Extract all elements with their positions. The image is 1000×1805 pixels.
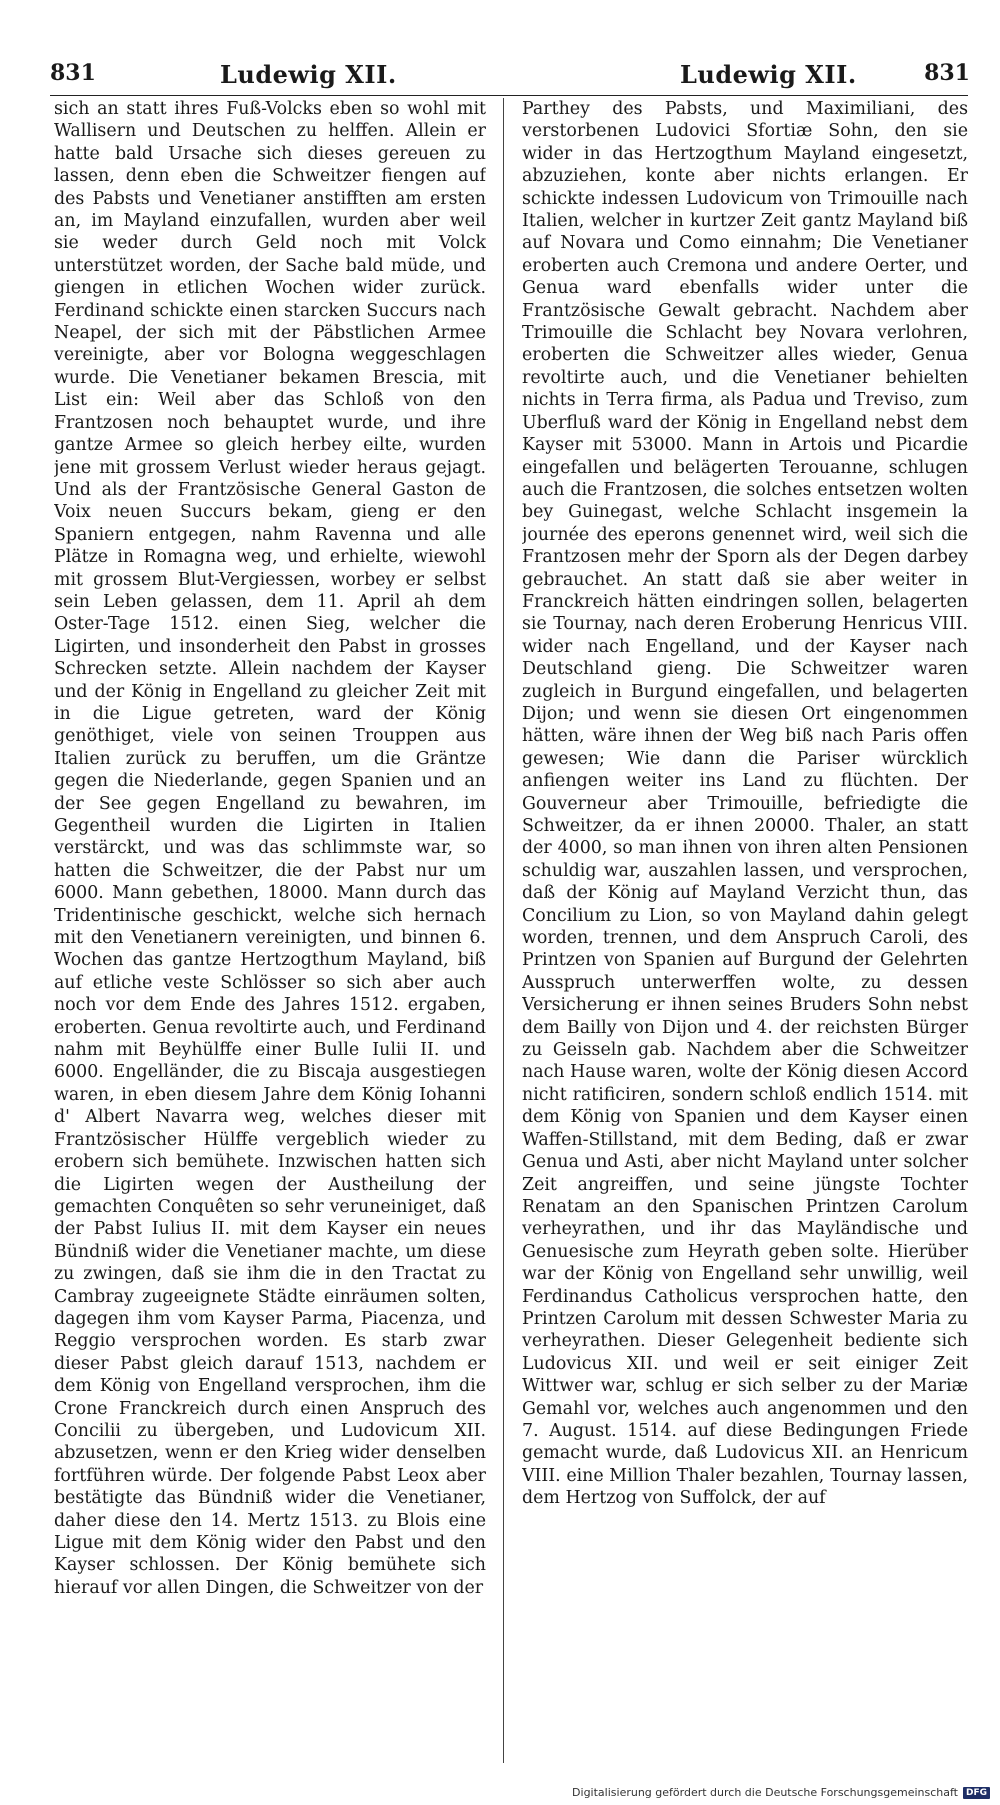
column-divider	[503, 98, 504, 1763]
left-column-text: sich an statt ihres Fuß-Volcks eben so wohl mit Wallisern und Deutschen zu helffen. Allein er hatte bald Ursache sich dieses gereuen zu lassen, denn eben die Schweitzer fiengen auf des Pabsts und Venetianer anstifften am ersten an, im Mayland einzufallen, wurden aber weil sie weder durch Geld noch mit Volck unterstützet worden, der Sache bald müde, und giengen in etlichen Wochen wider zurück. Ferdinand schickte einen starcken Succurs nach Neapel, der sich mit der Päbstlichen Armee vereinigte, aber vor Bologna weggeschlagen wurde. Die Venetianer bekamen Brescia, mit List ein: Weil aber das Schloß von den Frantzosen noch behauptet wurde, und ihre gantze Armee so gleich herbey eilte, wurden jene mit grossem Verlust wieder heraus gejagt. Und als der Frantzösische General Gaston de Voix neuen Succurs bekam, gieng er den Spaniern entgegen, nahm Ravenna und alle Plätze in Romagna weg, und erhielte, wiewohl mit grossem Blut-Vergiessen, worbey er selbst sein Leben gelassen, dem 11. April ah dem Oster-Tage 1512. einen Sieg, welcher die Ligirten, und insonderheit den Pabst in grosses Schrecken setzte. Allein nachdem der Kayser und der König in Engelland zu gleicher Zeit mit in die Ligue getreten, ward der König genöthiget, viele von seinen Trouppen aus Italien zurück zu beruffen, um die Gräntze gegen die Niederlande, gegen Spanien und an der See gegen Engelland zu bewahren, im Gegentheil wurden die Ligirten in Italien verstärckt, und was das schlimmste war, so hatten die Schweitzer, die der Pabst nur um 6000. Mann gebethen, 18000. Mann durch das Tridentinische geschickt, welche sich hernach mit den Venetianern vereinigten, und binnen 6. Wochen das gantze Hertzogthum Mayland, biß auf etliche veste Schlösser so sich aber auch noch vor dem Ende des Jahres 1512. ergaben, eroberten. Genua revoltirte auch, und Ferdinand nahm mit Beyhülffe einer Bulle Iulii II. und 6000. Engelländer, die zu Biscaja ausgestiegen waren, in eben diesem Jahre dem König Iohanni d' Albert Navarra weg, welches dieser mit Frantzösischer Hülffe vergeblich wieder zu erobern sich bemühete. Inzwischen hatten sich die Ligirten wegen der Austheilung der gemachten Conquêten so sehr veruneiniget, daß der Pabst Iulius II. mit dem Kayser ein neues Bündniß wider die Venetianer machte, um diese zu zwingen, daß sie ihm die in den Tractat zu Cambray zugeeignete Städte einräumen solten, dagegen ihm vom Kayser Parma, Piacenza, und Reggio versprochen worden. Es starb zwar dieser Pabst gleich darauf 1513, nachdem er dem König von Engelland versprochen, ihm die Crone Franckreich durch einen Anspruch des Concilii zu übergeben, und Ludovicum XII. abzusetzen, wenn er den Krieg wider denselben fortführen würde. Der folgende Pabst Leox aber bestätigte das Bündniß wider die Venetianer, daher diese den 14. Mertz 1513. zu Blois eine Ligue mit dem König wider den Pabst und den Kayser schlossen. Der König bemühete sich hierauf vor allen Dingen, die Schweitzer von der	[54, 99, 486, 1598]
right-text-column	[522, 98, 968, 1758]
footer-credit: Digitalisierung gefördert durch die Deutsche Forschungsgemeinschaft	[572, 1786, 958, 1799]
right-header	[520, 58, 970, 98]
left-running-title: Ludewig XII.	[220, 60, 397, 89]
right-page-number: 831	[924, 60, 970, 86]
left-page-number: 831	[50, 60, 96, 86]
header-rule	[50, 95, 968, 96]
dfg-logo-icon: DFG	[963, 1787, 990, 1799]
digitization-footer	[572, 1786, 990, 1799]
left-header	[50, 58, 490, 98]
left-text-column	[54, 98, 486, 1758]
right-column-text: Parthey des Pabsts, und Maximiliani, des verstorbenen Ludovici Sfortiæ Sohn, den sie wider in das Hertzogthum Mayland eingesetzt, abzuziehen, konte aber nichts erlangen. Er schickte indessen Ludovicum von Trimouille nach Italien, welcher in kurtzer Zeit gantz Mayland biß auf Novara und Como einnahm; Die Venetianer eroberten auch Cremona und andere Oerter, und Genua ward ebenfalls wider unter die Frantzösische Gewalt gebracht. Nachdem aber Trimouille die Schlacht bey Novara verlohren, eroberten die Schweitzer alles wieder, Genua revoltirte auch, und die Venetianer behielten nichts in Terra firma, als Padua und Treviso, zum Uberfluß ward der König in Engelland nebst dem Kayser mit 53000. Mann in Artois und Picardie eingefallen und belägerten Terouanne, schlugen auch die Frantzosen, die solches entsetzen wolten bey Guinegast, welche Schlacht insgemein la journée des eperons genennet wird, weil sich die Frantzosen mehr der Sporn als der Degen darbey gebrauchet. An statt daß sie aber weiter in Franckreich hätten eindringen sollen, belagerten sie Tournay, nach deren Eroberung Henricus VIII. wider nach Engelland, und der Kayser nach Deutschland gieng. Die Schweitzer waren zugleich in Burgund eingefallen, und belagerten Dijon; und wenn sie diesen Ort eingenommen hätten, wäre ihnen der Weg biß nach Paris offen gewesen; Wie dann die Pariser würcklich anfiengen weiter ins Land zu flüchten. Der Gouverneur aber Trimouille, befriedigte die Schweitzer, da er ihnen 20000. Thaler, an statt der 4000, so man ihnen von ihren alten Pensionen schuldig war, auszahlen lassen, und versprochen, daß der König auf Mayland Verzicht thun, das Concilium zu Lion, so von Mayland dahin gelegt worden, trennen, und dem Anspruch Caroli, des Printzen von Spanien auf Burgund der Gelehrten Ausspruch unterwerffen wolte, zu dessen Versicherung er ihnen seines Bruders Sohn nebst dem Bailly von Dijon und 4. der reichsten Bürger zu Geisseln gab. Nachdem aber die Schweitzer nach Hause waren, wolte der König diesen Accord nicht ratificiren, sondern schloß endlich 1514. mit dem König von Spanien und dem Kayser einen Waffen-Stillstand, mit dem Beding, daß er zwar Genua und Asti, aber nicht Mayland unter solcher Zeit angreiffen, und seine jüngste Tochter Renatam an den Spanischen Printzen Carolum verheyrathen, und ihr das Mayländische und Genuesische zum Heyrath geben solte. Hierüber war der König von Engelland sehr unwillig, weil Ferdinandus Catholicus versprochen hatte, den Printzen Carolum mit dessen Schwester Maria zu verheyrathen. Dieser Gelegenheit bediente sich Ludovicus XII. und weil er seit einiger Zeit Wittwer war, schlug er sich selber zu der Mariæ Gemahl vor, welches auch angenommen und den 7. August. 1514. auf diese Bedingungen Friede gemacht wurde, daß Ludovicus XII. an Henricum VIII. eine Million Thaler bezahlen, Tournay lassen, dem Hertzog von Suffolck, der auf	[522, 99, 968, 1509]
right-running-title: Ludewig XII.	[680, 60, 857, 89]
